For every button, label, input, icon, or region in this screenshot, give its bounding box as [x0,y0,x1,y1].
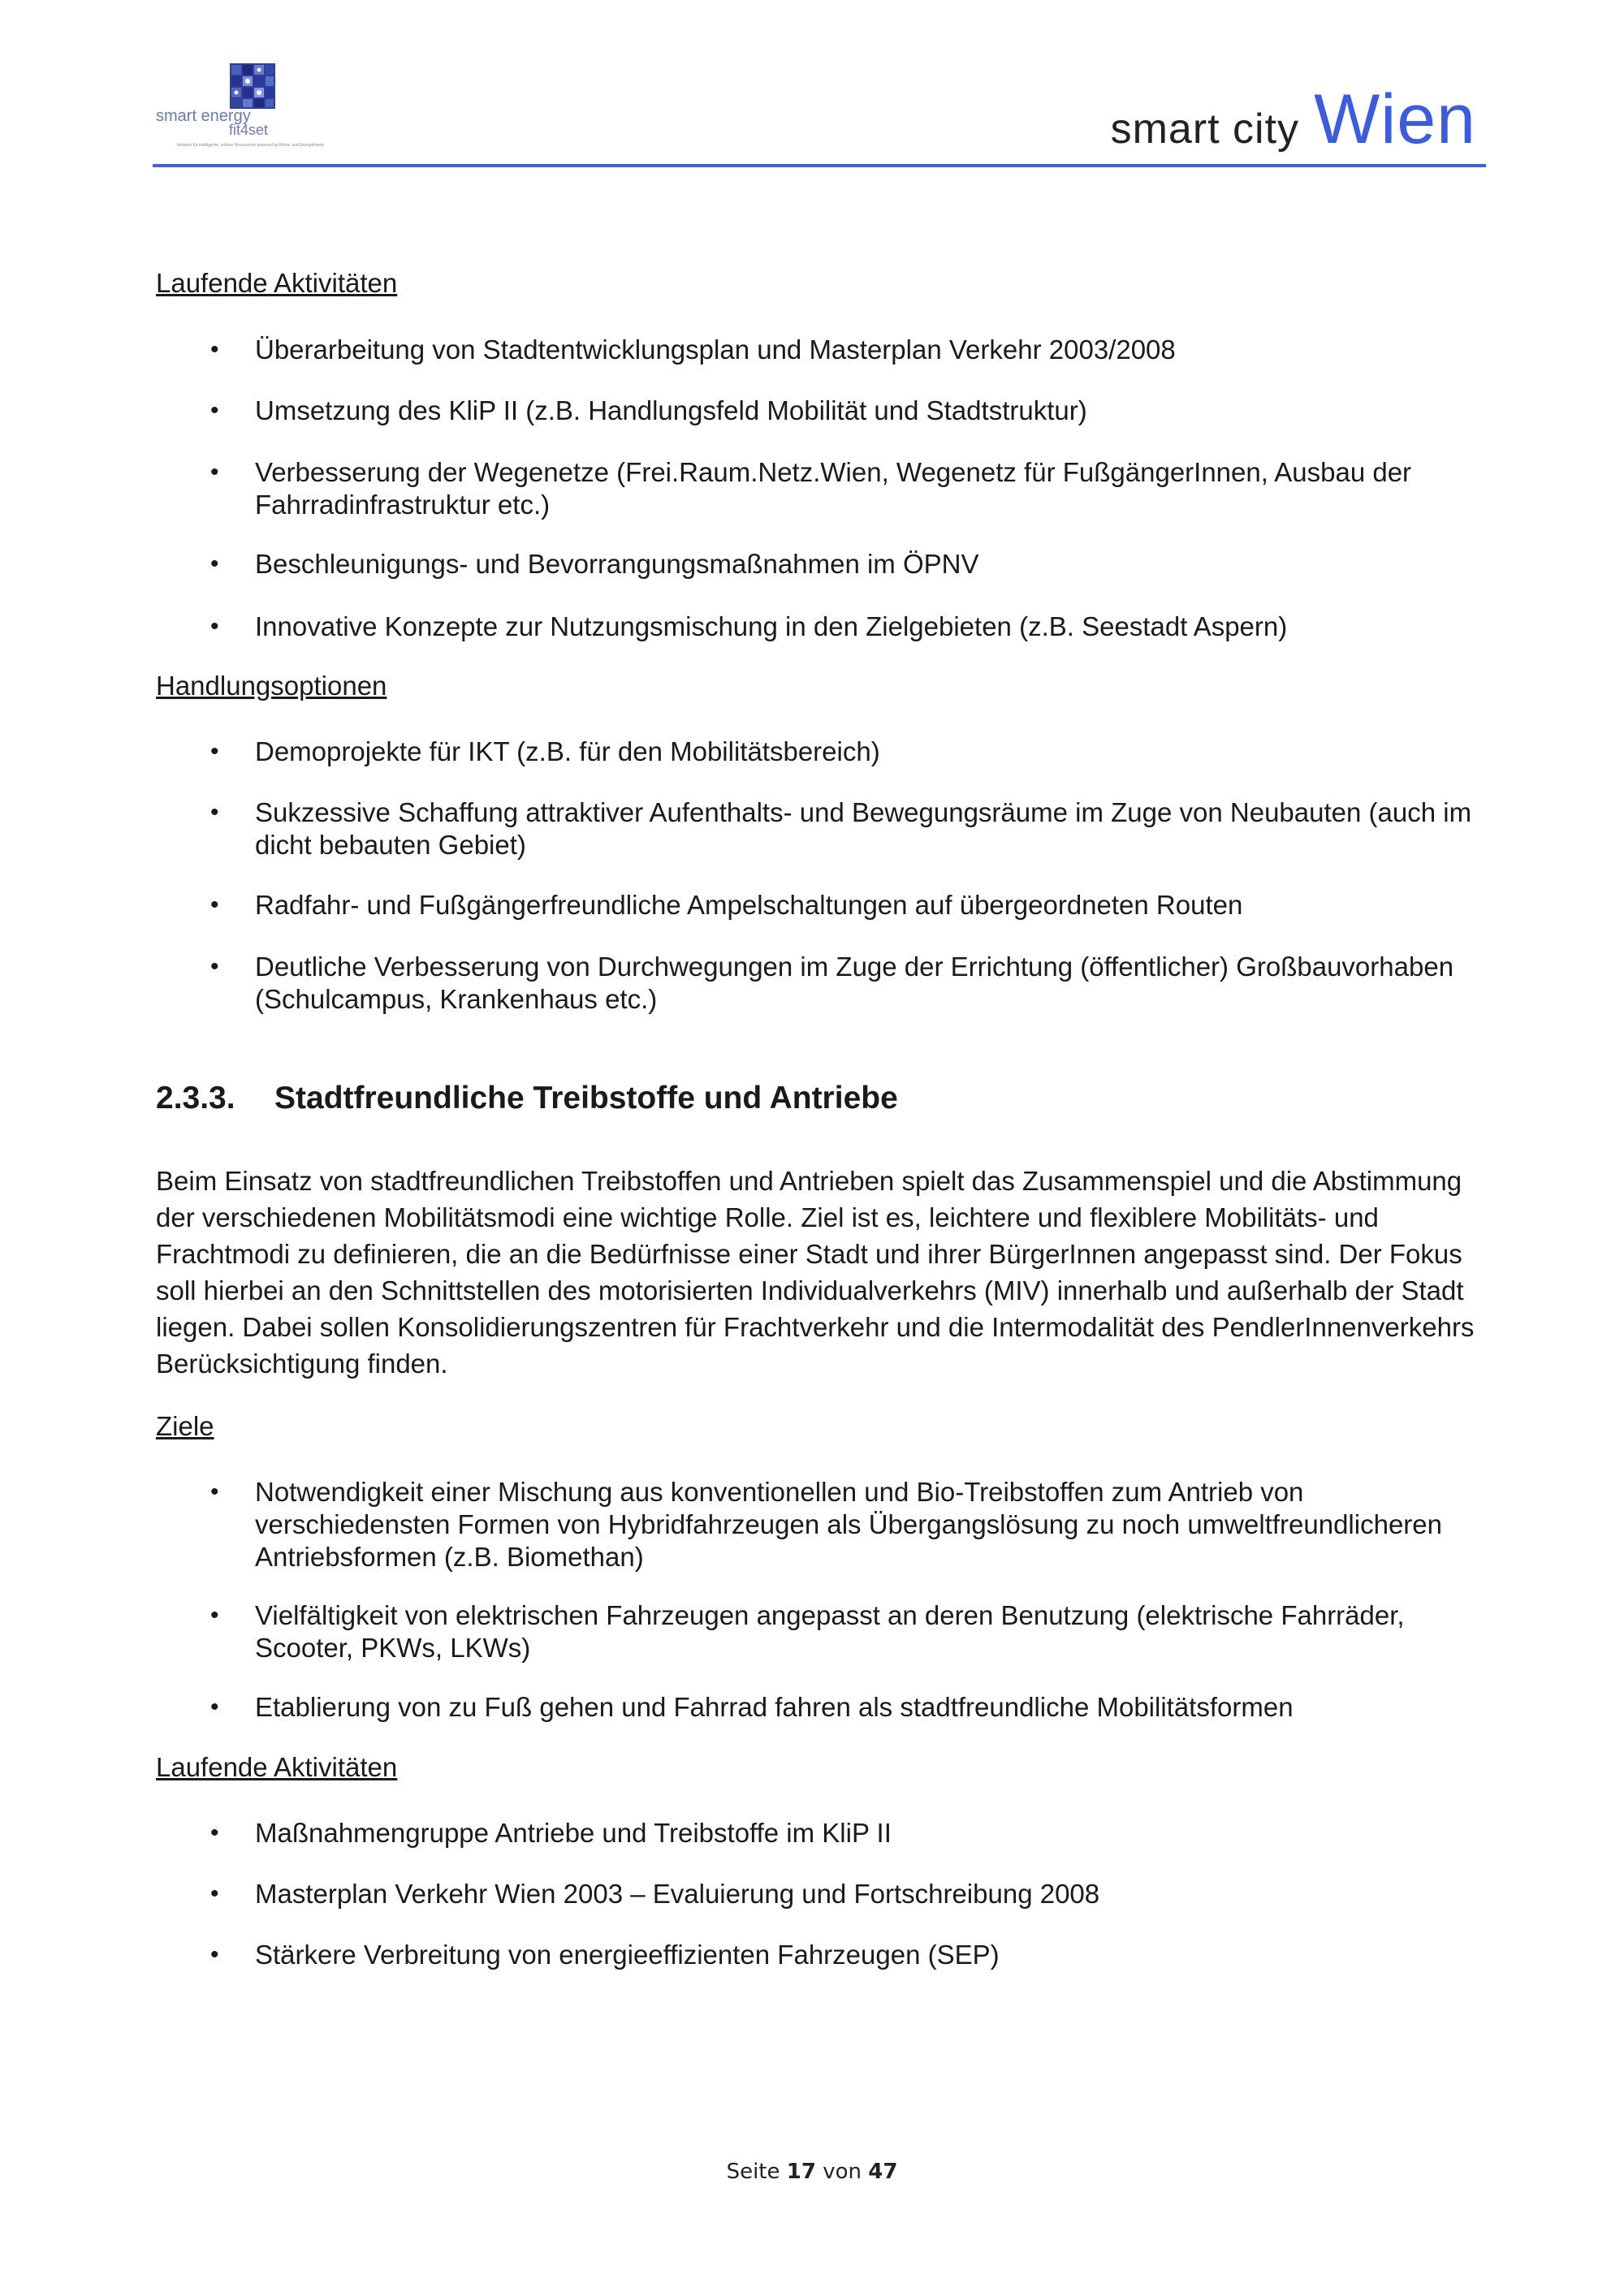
footer-of: von [823,2160,862,2184]
list-item: • Etablierung von zu Fuß gehen und Fahrrad fahren als stadtfreundliche Mobilitätsformen [255,1691,1489,1724]
list-item: • Überarbeitung von Stadtentwicklungsplan und Masterplan Verkehr 2003/2008 [255,334,1489,366]
list-item: • Masterplan Verkehr Wien 2003 – Evaluierung und Fortschreibung 2008 [255,1878,1489,1910]
footer-label: Seite [726,2160,780,2184]
smart-city-wien-brand [1111,80,1476,160]
list-item: • Stärkere Verbreitung von energieeffizienten Fahrzeugen (SEP) [255,1939,1489,1971]
smart-energy-logo [153,60,324,151]
brand-text: smart city [1110,106,1300,153]
section-title-laufende-aktivitaeten: Laufende Aktivitäten [156,268,398,298]
header-rule [153,164,1486,167]
brand-city: Wien [1314,80,1476,158]
list-item: • Vielfältigkeit von elektrischen Fahrzeugen angepasst an deren Benutzung (elektrische Fahrräder, Scooter, PKWs, LKWs) [255,1599,1489,1664]
list-item: • Innovative Konzepte zur Nutzungsmischung in den Zielgebieten (z.B. Seestadt Aspern) [255,611,1489,643]
page-footer [0,2160,1624,2184]
list-item: • Radfahr- und Fußgängerfreundliche Ampelschaltungen auf übergeordneten Routen [255,889,1489,921]
section-heading [156,1081,898,1116]
logo-line2: fit4set [229,122,269,138]
section-title-laufende-aktivitaeten-2: Laufende Aktivitäten [156,1752,398,1782]
list-item: • Sukzessive Schaffung attraktiver Aufenthalts- und Bewegungsräume im Zuge von Neubauten (auch im dicht bebauten Gebiet) [255,796,1489,861]
list-item: • Maßnahmengruppe Antriebe und Treibstoffe im KliP II [255,1817,1489,1849]
list-item: • Umsetzung des KliP II (z.B. Handlungsfeld Mobilität und Stadtstruktur) [255,395,1489,427]
heading-title: Stadtfreundliche Treibstoffe und Antriebe [274,1081,898,1116]
list-item: • Verbesserung der Wegenetze (Frei.Raum.Netz.Wien, Wegenetz für FußgängerInnen, Ausbau der Fahrradinfrastruktur etc.) [255,456,1489,521]
list-item: • Beschleunigungs- und Bevorrangungsmaßnahmen im ÖPNV [255,548,1489,580]
page-header [153,60,1486,169]
footer-page-total: 47 [868,2160,898,2184]
logo-tagline: Initiative für intelligente, urbane Ressourcen powered by Klima- und Energiefonds [177,143,324,148]
list-item: • Demoprojekte für IKT (z.B. für den Mobilitätsbereich) [255,736,1489,768]
list-item: • Notwendigkeit einer Mischung aus konventionellen und Bio-Treibstoffen zum Antrieb von verschiedensten Formen von Hybridfahrzeugen als Übergangslösung zu noch umweltfreundlicheren Antriebsformen (z.B. Biomethan) [255,1476,1489,1573]
section-title-handlungsoptionen: Handlungsoptionen [156,671,387,701]
heading-number: 2.3.3. [156,1081,235,1116]
logo-grid-icon [230,63,275,109]
footer-page-number: 17 [786,2160,816,2184]
logo-line1: smart energy [156,107,251,125]
section-title-ziele: Ziele [156,1411,214,1441]
list-item: • Deutliche Verbesserung von Durchwegungen im Zuge der Errichtung (öffentlicher) Großbauvorhaben (Schulcampus, Krankenhaus etc.) [255,951,1489,1016]
intro-paragraph: Beim Einsatz von stadtfreundlichen Treibstoffen und Antrieben spielt das Zusammenspiel und die Abstimmung der verschiedenen Mobilitätsmodi eine wichtige Rolle. Ziel ist es, leichtere und flexiblere Mobilitäts- und Frachtmodi zu definieren, die an die Bedürfnisse einer Stadt und ihrer BürgerInnen angepasst sind. Der Fokus soll hierbei an den Schnittstellen des motorisierten Individualverkehrs (MIV) innerhalb und außerhalb der Stadt liegen. Dabei sollen Konsolidierungszentren für Frachtverkehr und die Intermodalität des PendlerInnenverkehrs Berücksichtigung finden. [156,1166,1475,1379]
